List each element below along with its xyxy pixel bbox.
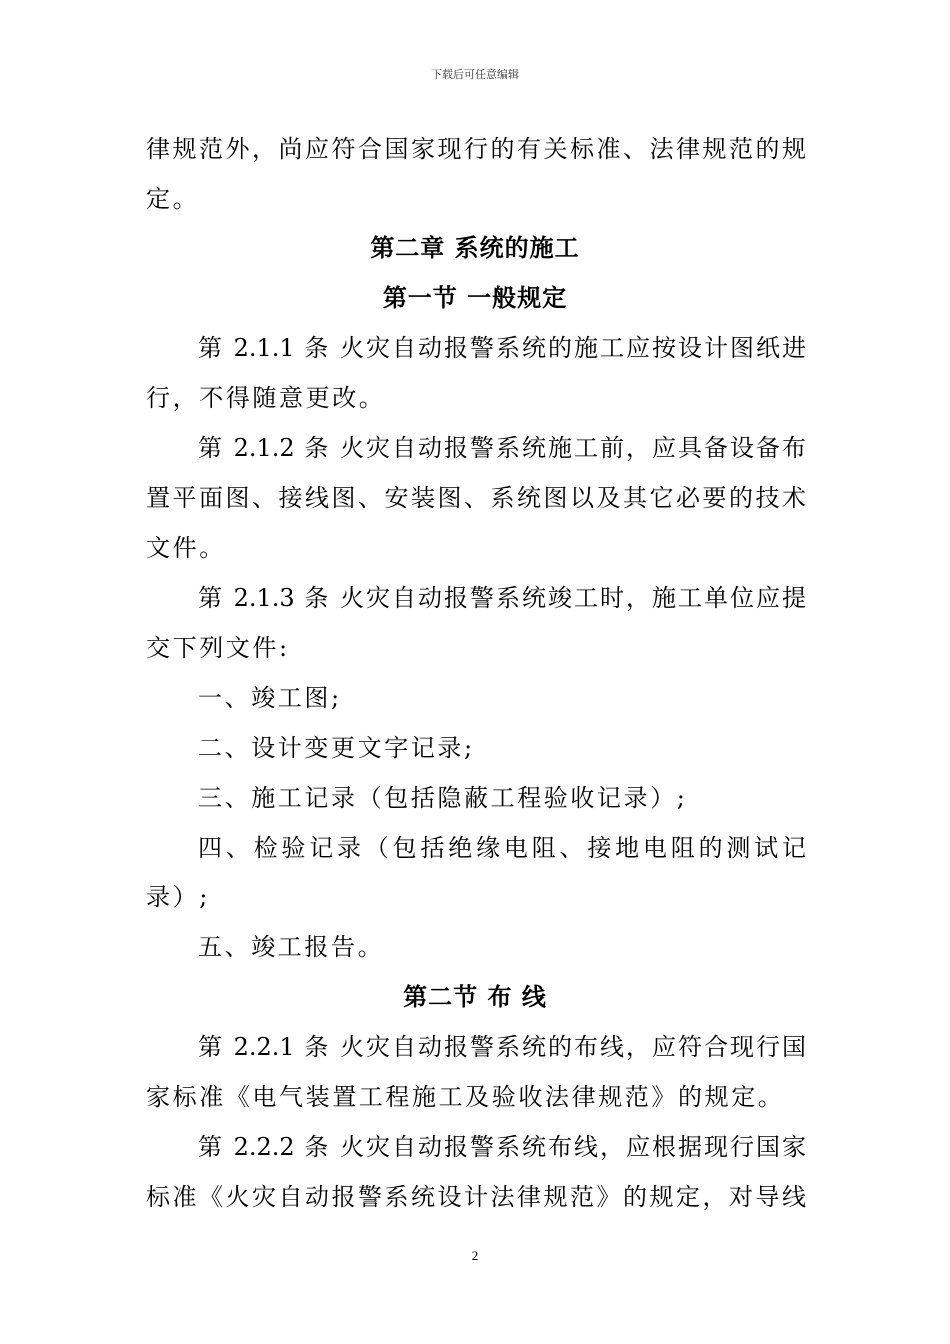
paragraph-line: 交下列文件: bbox=[146, 634, 290, 662]
paragraph-line: 定。 bbox=[146, 185, 200, 213]
article-2-2-2: 第 2.2.2 条 火灾自动报警系统布线，应根据现行国家 bbox=[198, 1133, 806, 1161]
list-item: 二、设计变更文字记录; bbox=[198, 734, 475, 762]
list-item: 四、检验记录（包括绝缘电阻、接地电阻的测试记 bbox=[198, 834, 806, 862]
paragraph-line: 录）; bbox=[146, 883, 210, 911]
page-header: 下载后可任意编辑 bbox=[431, 68, 519, 81]
page-number: 2 bbox=[471, 1248, 479, 1263]
article-2-1-1: 第 2.1.1 条 火灾自动报警系统的施工应按设计图纸进 bbox=[198, 334, 806, 362]
paragraph-line: 家标准《电气装置工程施工及验收法律规范》的规定。 bbox=[146, 1083, 785, 1111]
list-item: 三、施工记录（包括隐蔽工程验收记录）; bbox=[198, 784, 688, 812]
paragraph-line: 标准《火灾自动报警系统设计法律规范》的规定，对导线 bbox=[146, 1183, 806, 1211]
list-item: 五、竣工报告。 bbox=[198, 933, 385, 961]
section-title: 第二节 布 线 bbox=[403, 983, 547, 1011]
article-2-2-1: 第 2.2.1 条 火灾自动报警系统的布线，应符合现行国 bbox=[198, 1033, 806, 1061]
paragraph-line: 置平面图、接线图、安装图、系统图以及其它必要的技术 bbox=[146, 484, 806, 512]
paragraph-line: 文件。 bbox=[146, 534, 226, 562]
article-2-1-3: 第 2.1.3 条 火灾自动报警系统竣工时，施工单位应提 bbox=[198, 584, 806, 612]
section-title: 第一节 一般规定 bbox=[382, 284, 568, 312]
paragraph-line: 律规范外，尚应符合国家现行的有关标准、法律规范的规 bbox=[146, 135, 806, 163]
article-2-1-2: 第 2.1.2 条 火灾自动报警系统施工前，应具备设备布 bbox=[198, 434, 806, 462]
paragraph-line: 行，不得随意更改。 bbox=[146, 384, 386, 412]
list-item: 一、竣工图; bbox=[198, 684, 342, 712]
chapter-title: 第二章 系统的施工 bbox=[370, 234, 580, 262]
